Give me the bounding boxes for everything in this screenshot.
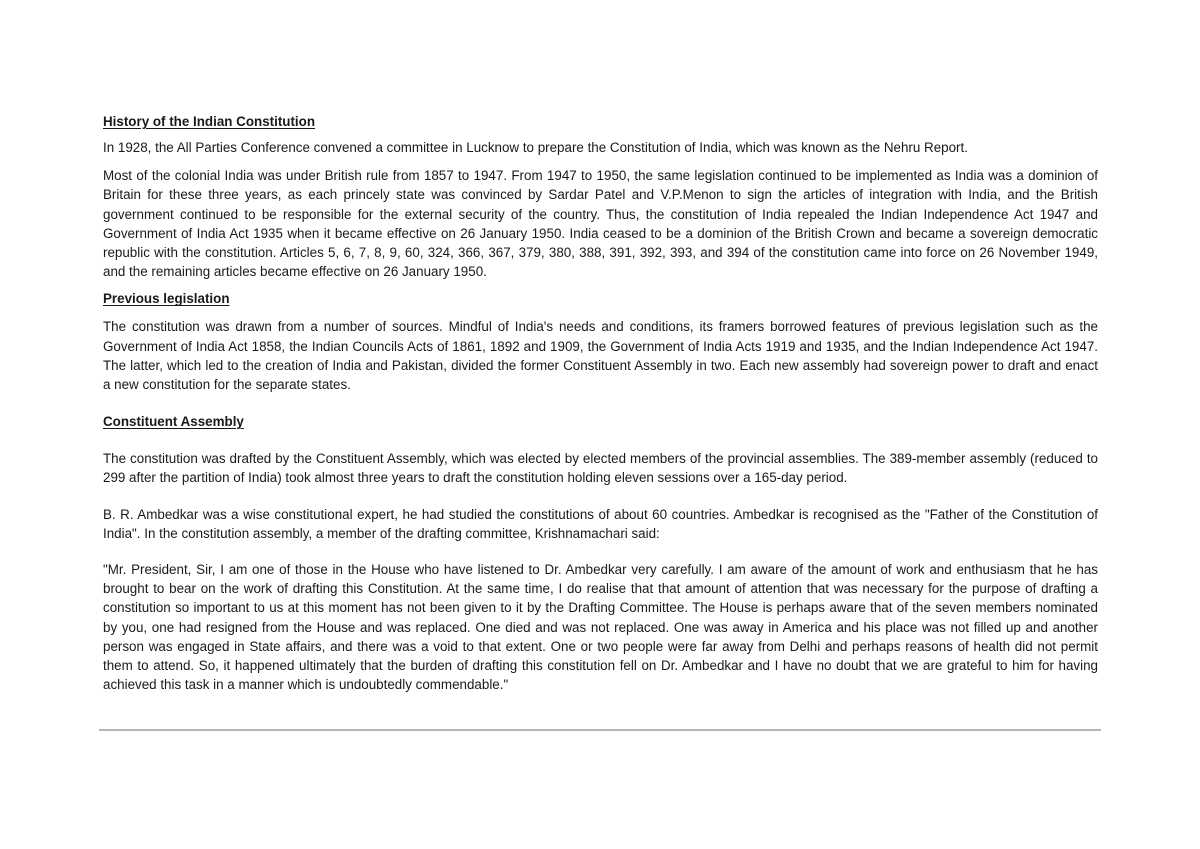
heading-constituent-assembly: Constituent Assembly xyxy=(103,414,244,430)
heading-history: History of the Indian Constitution xyxy=(103,114,316,129)
paragraph-previous-legislation: The constitution was drawn from a number of sources. Mindful of India's needs and conditions, its framers borrowed features of previous legislation such as the Government of India Act 1858, the Indian Councils Acts of 1861, 1892 and 1909, the Government of India Acts 1919 and 1935, and the Indian Independence Act 1947. The latter, which led to the creation of India and Pakistan, divided the former Constituent Assembly in two. Each new assembly had sovereign power to draft and enact a new constitution for the separate states. xyxy=(103,319,1098,393)
paragraph-constituent-assembly: The constitution was drafted by the Constituent Assembly, which was elected by elected members of the provincial assemblies. The 389-member assembly (reduced to 299 after the partition of India) took almost three years to draft the constitution holding eleven sessions over a 165-day period. xyxy=(103,451,1098,486)
document-page xyxy=(103,112,1098,694)
heading-previous-legislation: Previous legislation xyxy=(103,291,230,307)
page-divider xyxy=(99,729,1101,731)
paragraph-krishnamachari-quote: "Mr. President, Sir, I am one of those in the House who have listened to Dr. Ambedkar very carefully. I am aware of the amount of work and enthusiasm that he has brought to bear on the work of drafting this Constitution. At the same time, I do realise that that amount of attention that was necessary for the purpose of drafting a constitution so important to us at this moment has not been given to it by the Drafting Committee. The House is perhaps aware that of the seven members nominated by you, one had resigned from the House and was replaced. One died and was not replaced. One was away in America and his place was not filled up and another person was engaged in State affairs, and there was a void to that extent. One or two people were far away from Delhi and perhaps reasons of health did not permit them to attend. So, it happened ultimately that the burden of drafting this constitution fell on Dr. Ambedkar and I have no doubt that we are grateful to him for having achieved this task in a manner which is undoubtedly commendable." xyxy=(103,562,1098,693)
paragraph-colonial-india: Most of the colonial India was under British rule from 1857 to 1947. From 1947 to 1950, the same legislation continued to be implemented as India was a dominion of Britain for these three years, as each princely state was convinced by Sardar Patel and V.P.Menon to sign the articles of integration with India, and the British government continued to be responsible for the external security of the country. Thus, the constitution of India repealed the Indian Independence Act 1947 and Government of India Act 1935 when it became effective on 26 January 1950. India ceased to be a dominion of the British Crown and became a sovereign democratic republic with the constitution. Articles 5, 6, 7, 8, 9, 60, 324, 366, 367, 379, 380, 388, 391, 392, 393, and 394 of the constitution came into force on 26 November 1949, and the remaining articles became effective on 26 January 1950. xyxy=(103,168,1098,280)
paragraph-nehru-report: In 1928, the All Parties Conference convened a committee in Lucknow to prepare the Constitution of India, which was known as the Nehru Report. xyxy=(103,140,968,155)
paragraph-ambedkar: B. R. Ambedkar was a wise constitutional expert, he had studied the constitutions of about 60 countries. Ambedkar is recognised as the "Father of the Constitution of India". In the constitution assembly, a member of the drafting committee, Krishnamachari said: xyxy=(103,506,1098,541)
